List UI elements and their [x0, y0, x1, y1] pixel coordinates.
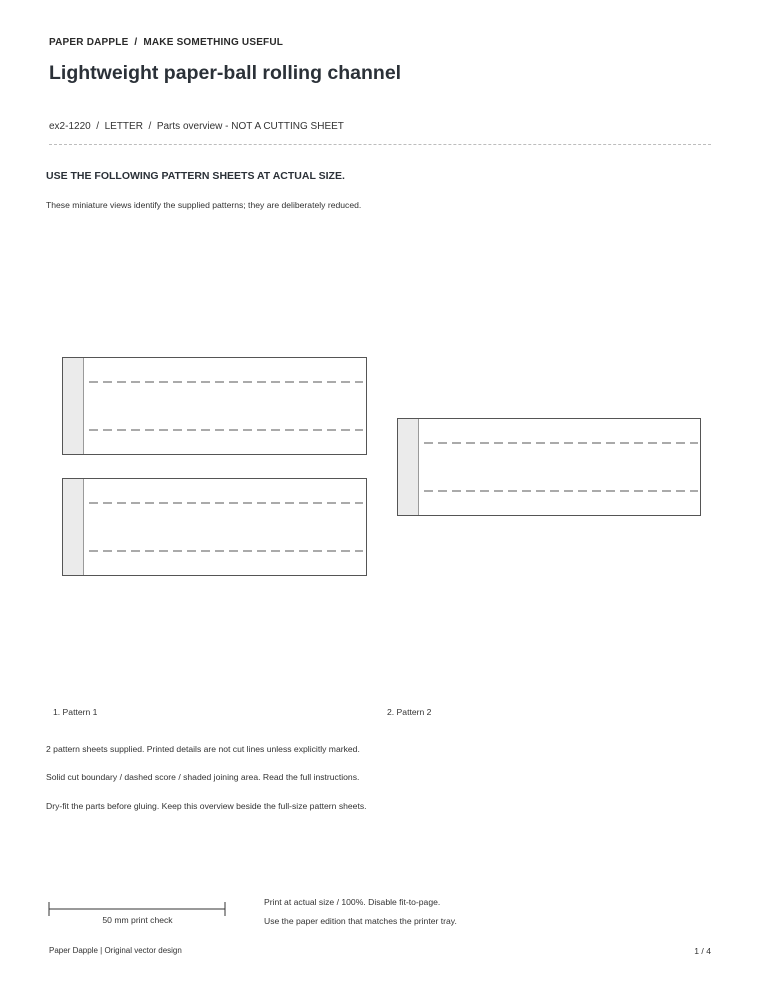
pattern-1-caption: 1. Pattern 1	[53, 707, 98, 717]
page-title: Lightweight paper-ball rolling channel	[49, 62, 402, 84]
pattern-2-strip	[397, 418, 701, 516]
score-lines	[398, 419, 702, 517]
score-lines	[63, 358, 368, 456]
score-lines	[63, 479, 368, 577]
page-number: 1 / 4	[694, 946, 711, 956]
pattern-1-strip-a	[62, 357, 367, 455]
note-dry-fit: Dry-fit the parts before gluing. Keep this overview beside the full-size pattern sheets.	[46, 801, 367, 811]
note-sheets: 2 pattern sheets supplied. Printed details are not cut lines unless explicitly marked.	[46, 744, 360, 754]
dashed-divider	[49, 144, 711, 145]
scale-bar-label: 50 mm print check	[102, 915, 173, 925]
pattern-1-strip-b	[62, 478, 367, 576]
print-instruction-1: Print at actual size / 100%. Disable fit-to-page.	[264, 897, 441, 907]
print-instruction-2: Use the paper edition that matches the printer tray.	[264, 916, 457, 926]
footer-credit: Paper Dapple | Original vector design	[49, 946, 182, 955]
brand-line: PAPER DAPPLE / MAKE SOMETHING USEFUL	[49, 37, 284, 48]
overview-intro: These miniature views identify the supplied patterns; they are deliberately reduced.	[46, 200, 362, 210]
document-meta: ex2-1220 / LETTER / Parts overview - NOT A CUTTING SHEET	[49, 121, 344, 132]
overview-heading: USE THE FOLLOWING PATTERN SHEETS AT ACTUAL SIZE.	[46, 170, 345, 182]
note-legend: Solid cut boundary / dashed score / shaded joining area. Read the full instructions.	[46, 772, 360, 782]
pattern-2-caption: 2. Pattern 2	[387, 707, 432, 717]
